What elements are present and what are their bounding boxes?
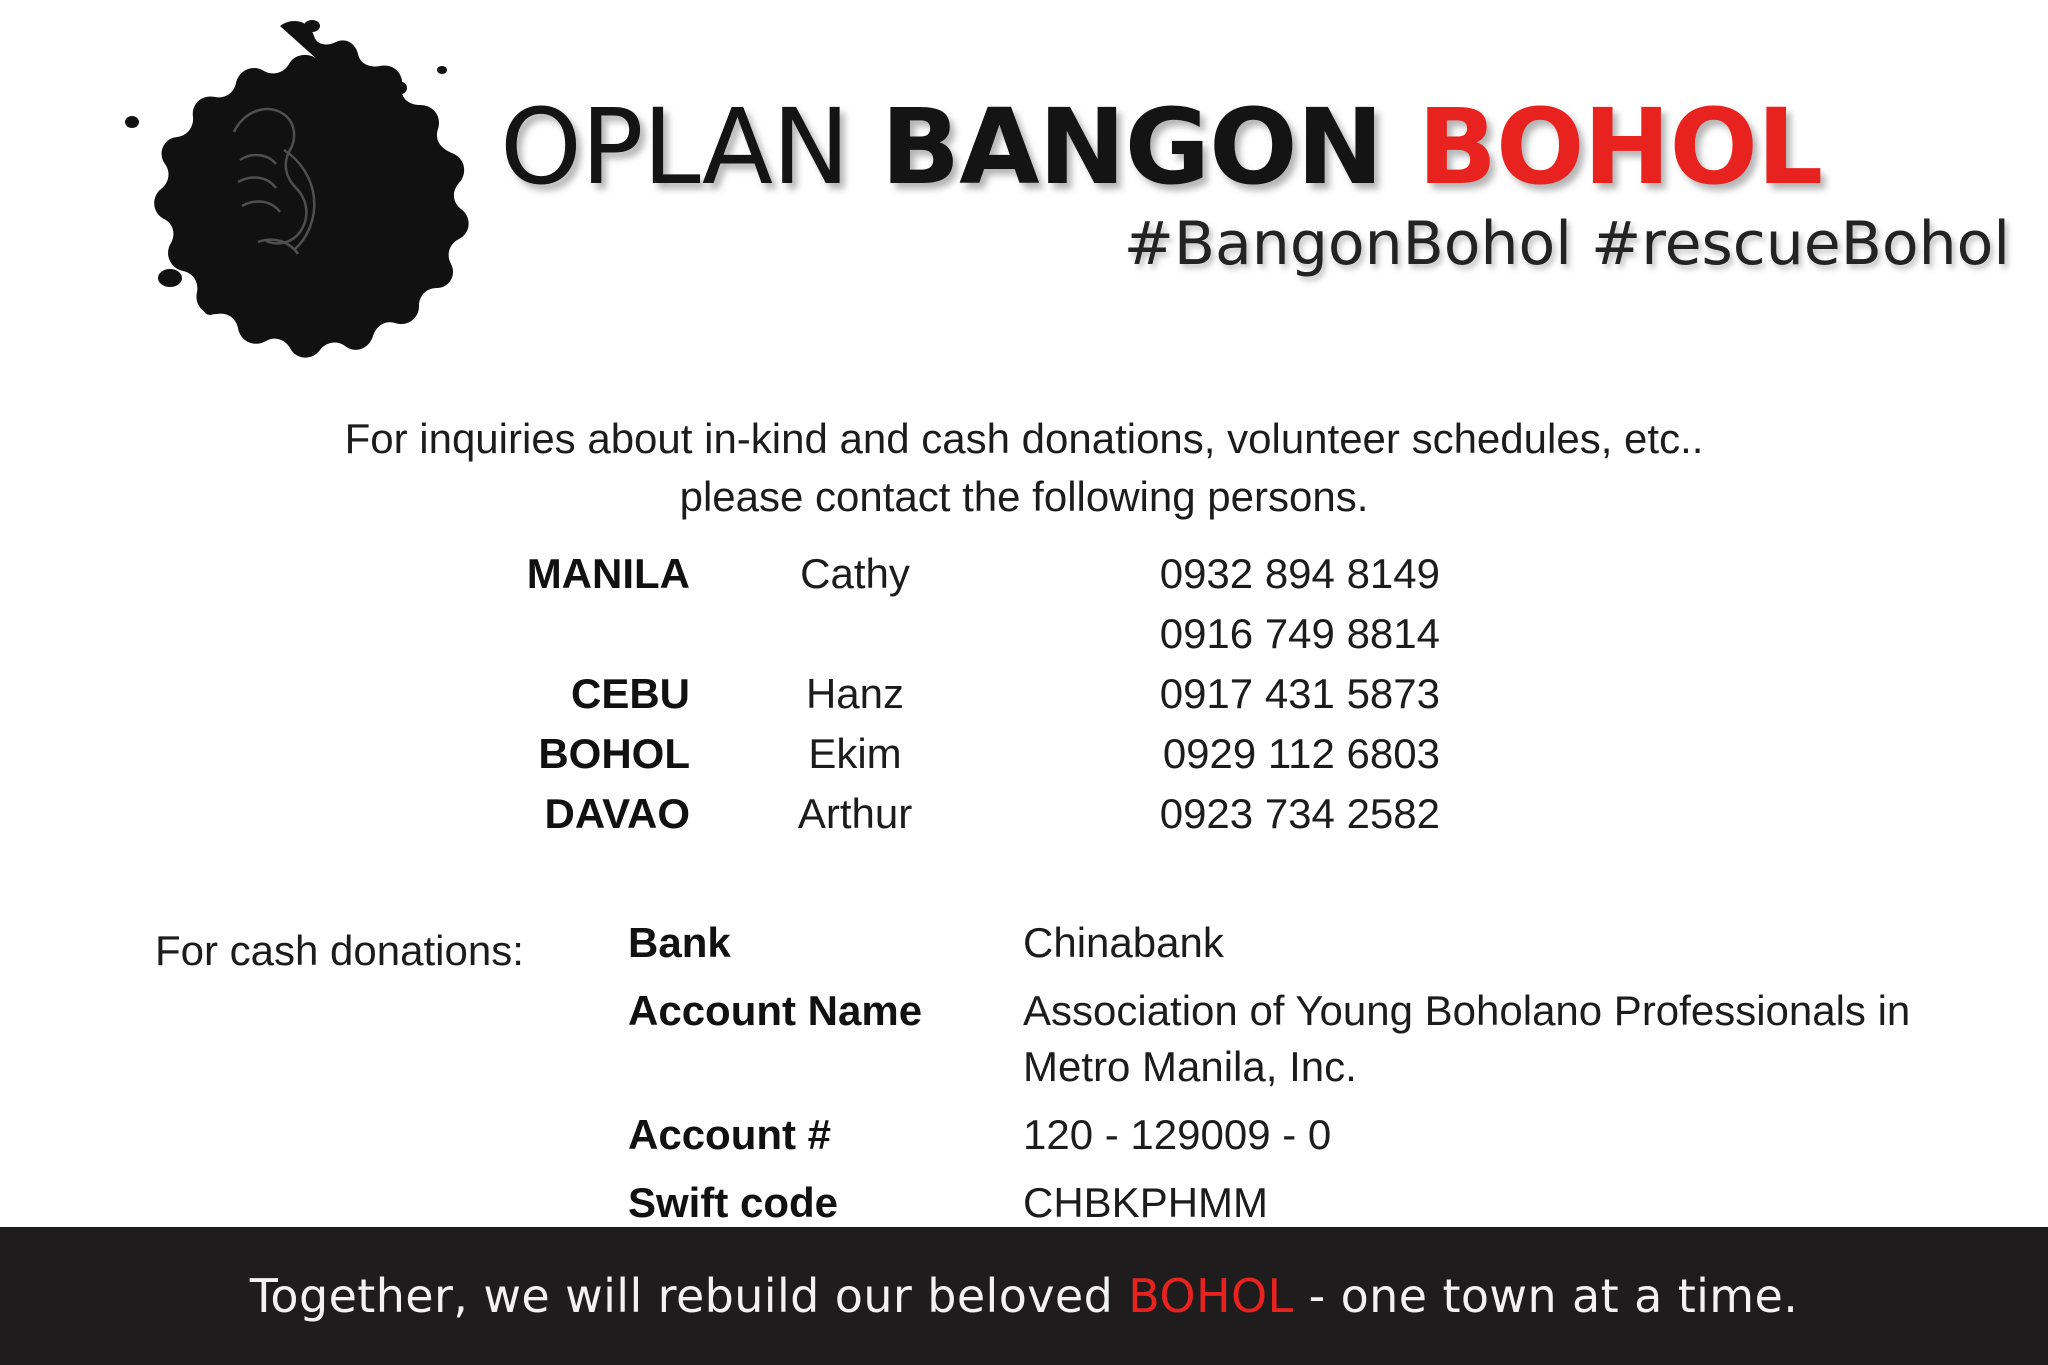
bank-value: Chinabank — [1023, 919, 1224, 966]
table-row — [628, 1175, 1968, 1231]
footer-highlight: BOHOL — [1128, 1269, 1294, 1323]
bohol-island-ink-blot-icon — [62, 10, 482, 360]
contact-phone: 0932 894 8149 — [1159, 550, 1440, 597]
footer-tagline — [250, 1269, 1799, 1323]
contact-phone: 0929 112 6803 — [1162, 730, 1440, 777]
contact-person: Ekim — [808, 730, 902, 777]
table-row — [0, 670, 2048, 730]
title-bangon: BANGON — [880, 86, 1418, 208]
title-oplan: OPLAN — [500, 86, 881, 208]
contact-person: Arthur — [797, 790, 913, 837]
table-row — [0, 610, 2048, 670]
table-row — [628, 915, 1968, 971]
contact-city: DAVAO — [544, 790, 690, 837]
account-number-label: Account # — [628, 1111, 832, 1158]
contact-person: Cathy — [800, 550, 910, 597]
swift-code-label: Swift code — [628, 1179, 839, 1226]
swift-code-value: CHBKPHMM — [1023, 1179, 1269, 1226]
intro-text — [0, 410, 2048, 526]
contact-city: BOHOL — [538, 730, 690, 777]
hashtags: #BangonBohol #rescueBohol — [1123, 209, 2010, 279]
table-row — [0, 730, 2048, 790]
account-name-label: Account Name — [628, 987, 923, 1034]
table-row — [628, 1107, 1968, 1163]
account-name-value: Association of Young Boholano Professionals in Metro Manila, Inc. — [1023, 987, 1911, 1090]
footer-after: - one town at a time. — [1293, 1269, 1799, 1323]
cash-donations-heading: For cash donations: — [155, 927, 524, 974]
contact-phone: 0916 749 8814 — [1159, 610, 1440, 657]
table-row — [0, 790, 2048, 850]
poster-header — [0, 0, 2048, 370]
contact-person: Hanz — [805, 670, 905, 717]
title-bohol: BOHOL — [1417, 86, 1823, 208]
table-row — [628, 983, 1968, 1095]
intro-line-1: For inquiries about in-kind and cash donations, volunteer schedules, etc.. — [344, 415, 1704, 462]
table-row — [0, 550, 2048, 610]
bank-label: Bank — [628, 919, 731, 966]
bank-details-table — [628, 915, 1968, 1243]
contacts-list — [0, 550, 2048, 850]
footer-before: Together, we will rebuild our beloved — [249, 1269, 1129, 1323]
intro-line-2: please contact the following persons. — [679, 473, 1369, 520]
account-number-value: 120 - 129009 - 0 — [1023, 1111, 1332, 1158]
contact-phone: 0917 431 5873 — [1159, 670, 1440, 717]
contact-city: CEBU — [570, 670, 690, 717]
poster-footer — [0, 1227, 2048, 1365]
contact-phone: 0923 734 2582 — [1159, 790, 1440, 837]
poster-title — [500, 86, 2000, 208]
contact-city: MANILA — [526, 550, 690, 597]
